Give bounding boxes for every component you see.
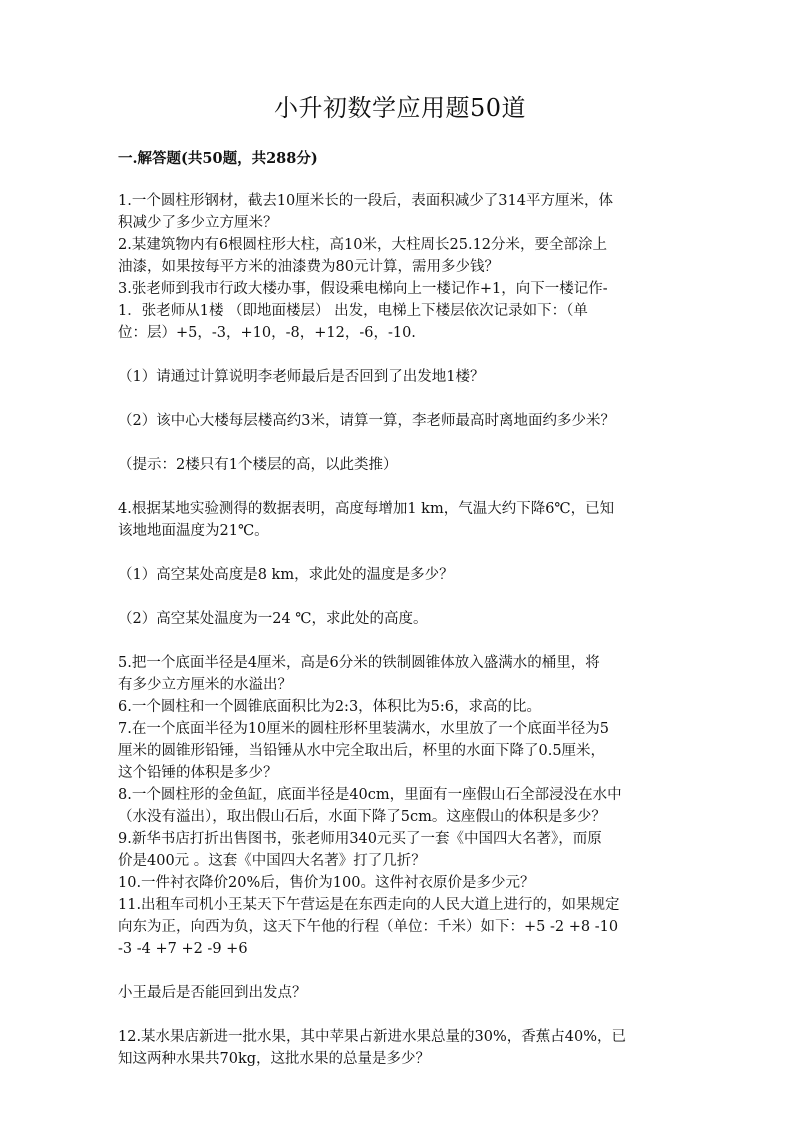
document-title: 小升初数学应用题50道 — [273, 94, 527, 122]
question-7-line-1: 7.在一个底面半径为10厘米的圆柱形杯里装满水，水里放了一个底面半径为5 — [118, 721, 610, 737]
question-9-line-1: 9.新华书店打折出售图书，张老师用340元买了一套《中国四大名著》，而原 — [118, 831, 602, 847]
question-2-line-1: 2.某建筑物内有6根圆柱形大柱，高10米，大柱周长25.12分米，要全部涂上 — [118, 237, 608, 253]
question-6-line-1: 6.一个圆柱和一个圆锥底面积比为2:3，体积比为5:6，求高的比。 — [118, 699, 542, 715]
question-1-line-2: 积减少了多少立方厘米？ — [118, 215, 278, 231]
question-11-line-3: -3 -4 +7 +2 -9 +6 — [118, 941, 248, 957]
section-heading: 一.解答题(共50题，共288分) — [118, 150, 318, 167]
question-3-line-2: 1．张老师从1楼 （即地面楼层） 出发，电梯上下楼层依次记录如下：（单 — [118, 303, 588, 319]
question-3-line-1: 3.张老师到我市行政大楼办事，假设乘电梯向上一楼记作+1，向下一楼记作- — [118, 281, 608, 297]
question-2-line-2: 油漆，如果按每平方米的油漆费为80元计算，需用多少钱？ — [118, 259, 499, 275]
question-4-line-2: 该地地面温度为21℃。 — [118, 523, 269, 539]
question-12-line-2: 知这两种水果共70kg，这批水果的总量是多少？ — [118, 1051, 431, 1067]
question-11-question: 小王最后是否能回到出发点？ — [118, 985, 307, 1001]
question-7-line-2: 厘米的圆锥形铅锤，当铅锤从水中完全取出后，杯里的水面下降了0.5厘米， — [118, 743, 606, 759]
question-3-part-1: （1）请通过计算说明李老师最后是否回到了出发地1楼？ — [118, 369, 485, 385]
question-5-line-2: 有多少立方厘米的水溢出？ — [118, 677, 292, 693]
question-1-line-1: 1.一个圆柱形钢材，截去10厘米长的一段后，表面积减少了314平方厘米，体 — [118, 193, 613, 209]
question-9-line-2: 价是400元 。这套《中国四大名著》打了几折？ — [118, 853, 426, 869]
question-3-hint: （提示：2楼只有1个楼层的高，以此类推） — [118, 457, 398, 473]
question-7-line-3: 这个铅锤的体积是多少？ — [118, 765, 278, 781]
question-4-part-2: （2）高空某处温度为一24 ℃，求此处的高度。 — [118, 611, 428, 627]
question-8-line-2: （水没有溢出），取出假山石后，水面下降了5cm。这座假山的体积是多少？ — [118, 809, 606, 825]
question-11-line-2: 向东为正，向西为负，这天下午他的行程（单位：千米）如下：+5 -2 +8 -10 — [118, 919, 619, 935]
question-5-line-1: 5.把一个底面半径是4厘米，高是6分米的铁制圆锥体放入盛满水的桶里，将 — [118, 655, 600, 671]
question-12-line-1: 12.某水果店新进一批水果，其中苹果占新进水果总量的30%，香蕉占40%，已 — [118, 1029, 627, 1045]
question-3-line-3: 位：层）+5，-3，+10，-8，+12，-6，-10. — [118, 325, 416, 341]
question-8-line-1: 8.一个圆柱形的金鱼缸，底面半径是40cm，里面有一座假山石全部浸没在水中 — [118, 787, 622, 803]
question-11-line-1: 11.出租车司机小王某天下午营运是在东西走向的人民大道上进行的，如果规定 — [118, 897, 620, 913]
question-10-line-1: 10.一件衬衣降价20%后，售价为100。这件衬衣原价是多少元？ — [118, 875, 535, 891]
question-4-line-1: 4.根据某地实验测得的数据表明，高度每增加1 km，气温大约下降6℃，已知 — [118, 501, 615, 517]
question-3-part-2: （2）该中心大楼每层楼高约3米，请算一算，李老师最高时离地面约多少米？ — [118, 413, 615, 429]
document-body — [118, 148, 686, 1070]
question-4-part-1: （1）高空某处高度是8 km，求此处的温度是多少？ — [118, 567, 454, 583]
